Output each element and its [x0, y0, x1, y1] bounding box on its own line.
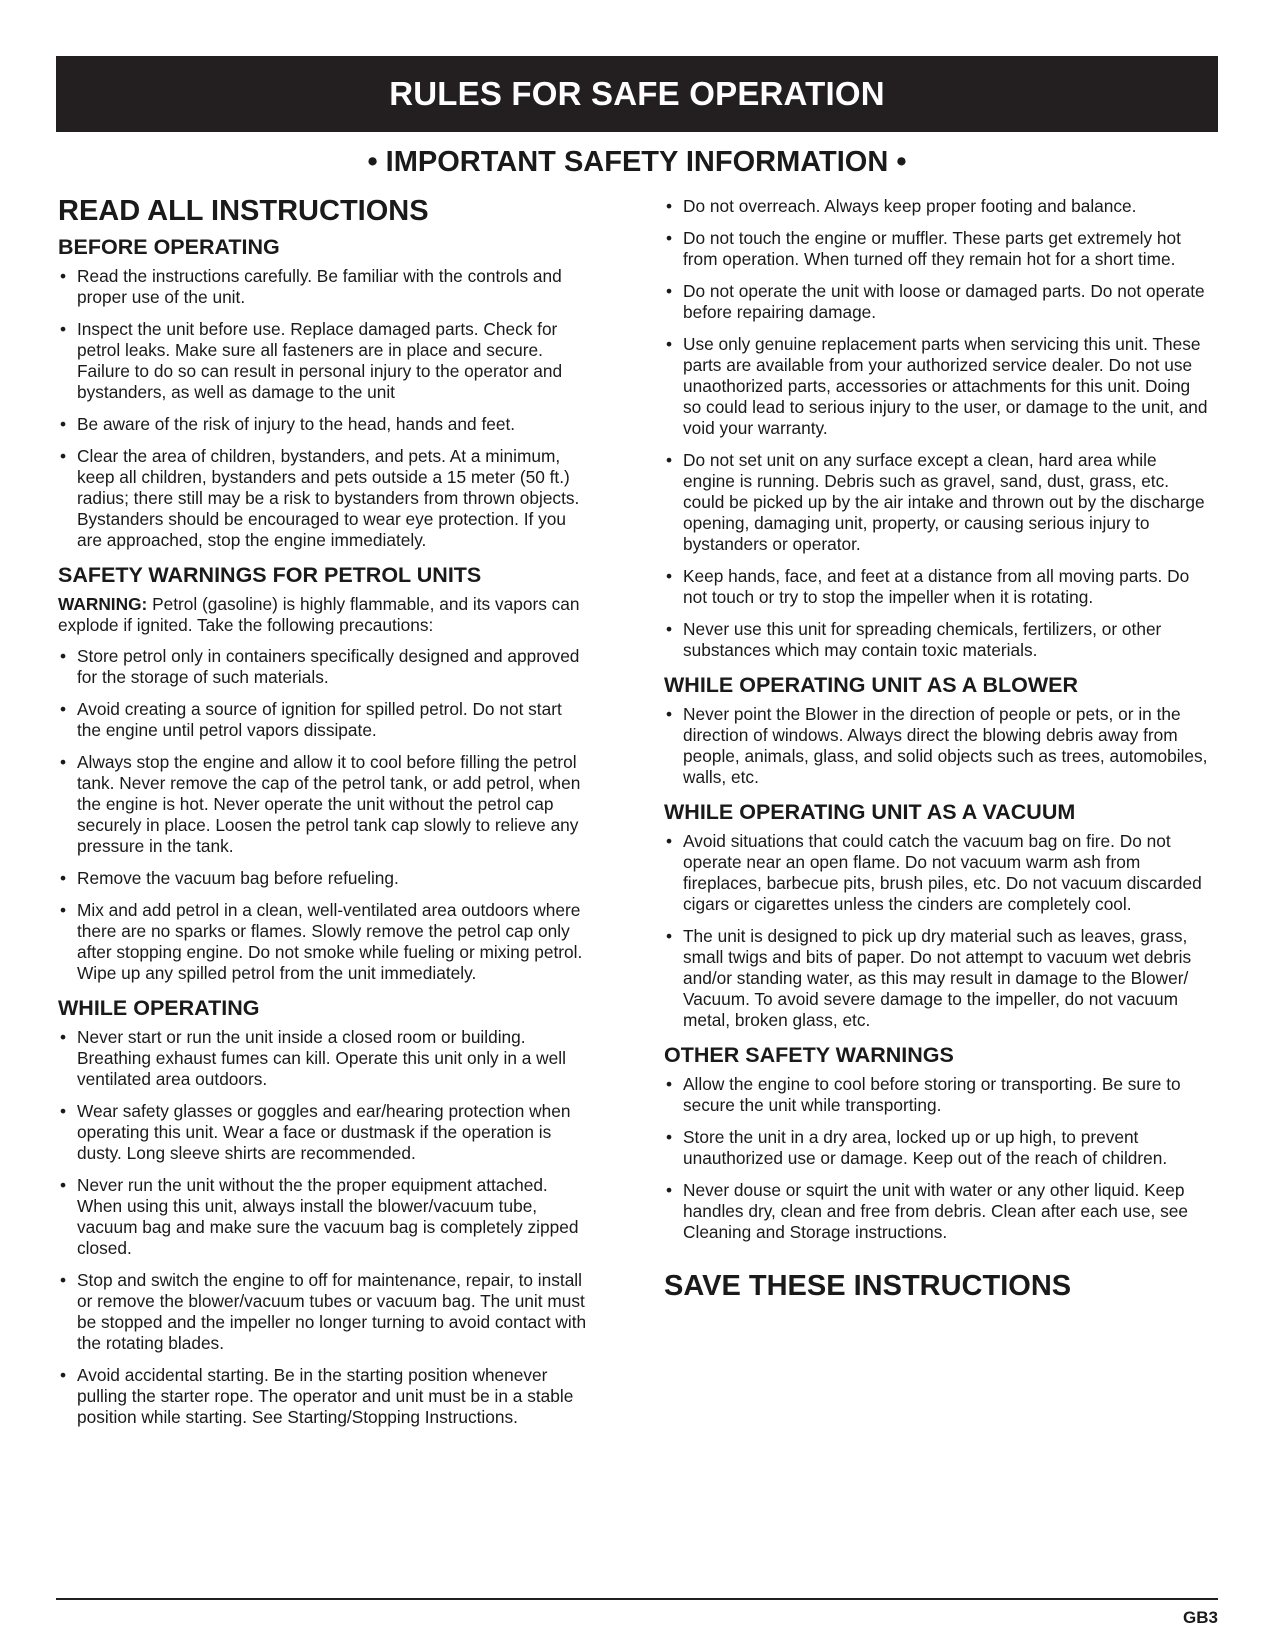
before-operating-heading: BEFORE OPERATING	[58, 235, 280, 259]
list-item	[664, 926, 1209, 1031]
list-item	[58, 1365, 588, 1428]
list-item	[58, 319, 588, 403]
list-item	[664, 1127, 1209, 1169]
other-warnings-list	[664, 1074, 1209, 1243]
bullet-icon: •	[666, 196, 673, 216]
list-item	[664, 831, 1209, 915]
list-item-text: Wear safety glasses or goggles and ear/hearing protection when operating this unit. Wear a face or dustmask if the operation is dusty. Long sleeve shirts are recommended.	[77, 1101, 571, 1163]
title-banner	[56, 56, 1218, 132]
read-all-heading: READ ALL INSTRUCTIONS	[58, 195, 429, 227]
bullet-icon: •	[666, 926, 673, 946]
list-item	[664, 281, 1209, 323]
list-item-text: Avoid creating a source of ignition for spilled petrol. Do not start the engine until petrol vapors dissipate.	[77, 699, 562, 740]
list-item	[58, 414, 588, 435]
list-item-text: Be aware of the risk of injury to the head, hands and feet.	[77, 414, 516, 434]
before-operating-list	[58, 266, 588, 551]
bullet-icon: •	[60, 868, 67, 888]
petrol-units-list	[58, 646, 588, 984]
bullet-icon: •	[60, 699, 67, 719]
list-item	[58, 1027, 588, 1090]
list-item	[664, 704, 1209, 788]
list-item	[664, 566, 1209, 608]
bullet-icon: •	[666, 334, 673, 354]
list-item-text: Never use this unit for spreading chemicals, fertilizers, or other substances which may contain toxic materials.	[683, 619, 1162, 660]
other-warnings-heading: OTHER SAFETY WARNINGS	[664, 1043, 954, 1067]
bullet-icon: •	[60, 646, 67, 666]
list-item-text: Never point the Blower in the direction of people or pets, or in the direction of windows. Always direct the blowing debris away from people, animals, glass, and solid objects such as trees, automobiles, walls, etc.	[683, 704, 1208, 787]
list-item	[58, 868, 588, 889]
list-item-text: Always stop the engine and allow it to cool before filling the petrol tank. Never remove the cap of the petrol tank, or add petrol, when the engine is hot. Never operate the unit without the petrol cap securely in place. Loosen the petrol tank cap slowly to relieve any pressure in the tank.	[77, 752, 581, 856]
right-column	[664, 196, 1209, 1303]
bullet-icon: •	[60, 752, 67, 772]
list-item	[664, 450, 1209, 555]
list-item-text: Remove the vacuum bag before refueling.	[77, 868, 399, 888]
while-operating-heading: WHILE OPERATING	[58, 996, 260, 1020]
bullet-icon: •	[60, 1175, 67, 1195]
list-item-text: Store petrol only in containers specifically designed and approved for the storage of such materials.	[77, 646, 580, 687]
page-title: RULES FOR SAFE OPERATION	[389, 75, 885, 112]
list-item	[664, 196, 1209, 217]
list-item-text: Do not touch the engine or muffler. These parts get extremely hot from operation. When turned off they remain hot for a short time.	[683, 228, 1181, 269]
list-item-text: Read the instructions carefully. Be familiar with the controls and proper use of the unit.	[77, 266, 562, 307]
blower-heading: WHILE OPERATING UNIT AS A BLOWER	[664, 673, 1079, 697]
list-item-text: Use only genuine replacement parts when servicing this unit. These parts are available from your authorized service dealer. Do not use unaothorized parts, accessories or attachments for this unit. Doing so could lead to serious injury to the user, or damage to the unit, and void your warranty.	[683, 334, 1208, 438]
list-item-text: Inspect the unit before use. Replace damaged parts. Check for petrol leaks. Make sure all fasteners are in place and secure. Failure to do so can result in personal injury to the operator and bystanders, as well as damage to the unit	[77, 319, 563, 402]
list-item	[664, 334, 1209, 439]
vacuum-heading: WHILE OPERATING UNIT AS A VACUUM	[664, 800, 1076, 824]
bullet-icon: •	[60, 414, 67, 434]
list-item-text: Never start or run the unit inside a closed room or building. Breathing exhaust fumes can kill. Operate this unit only in a well ventilated area outdoors.	[77, 1027, 566, 1089]
bullet-icon: •	[60, 900, 67, 920]
list-item	[664, 619, 1209, 661]
footer-divider	[56, 1598, 1218, 1600]
list-item-text: Clear the area of children, bystanders, and pets. At a minimum, keep all children, bystanders and pets outside a 15 meter (50 ft.) radius; there still may be a risk to bystanders from thrown objects. Bystanders should be encouraged to wear eye protection. If you are approached, stop the engine immediately.	[77, 446, 580, 550]
bullet-icon: •	[666, 1074, 673, 1094]
warning-text: Petrol (gasoline) is highly flammable, and its vapors can explode if ignited. Take the following precautions:	[58, 594, 580, 635]
list-item	[58, 752, 588, 857]
list-item-text: The unit is designed to pick up dry material such as leaves, grass, small twigs and bits of paper. Do not attempt to vacuum wet debris and/or standing water, as this may result in damage to the Blower/ Vacuum. To avoid severe damage to the impeller, do not vacuum metal, broken glass, etc.	[683, 926, 1192, 1030]
list-item-text: Do not operate the unit with loose or damaged parts. Do not operate before repairing damage.	[683, 281, 1205, 322]
subtitle: • IMPORTANT SAFETY INFORMATION •	[367, 146, 907, 178]
list-item-text: Avoid accidental starting. Be in the starting position whenever pulling the starter rope. The operator and unit must be in a stable position while starting. See Starting/Stopping Instructions.	[77, 1365, 574, 1427]
list-item-text: Stop and switch the engine to off for maintenance, repair, to install or remove the blower/vacuum tubes or vacuum bag. The unit must be stopped and the impeller no longer turning to avoid contact with the rotating blades.	[77, 1270, 587, 1353]
bullet-icon: •	[666, 1127, 673, 1147]
list-item	[664, 228, 1209, 270]
warning-label: WARNING:	[58, 594, 148, 614]
list-item-text: Allow the engine to cool before storing or transporting. Be sure to secure the unit while transporting.	[683, 1074, 1181, 1115]
list-item-text: Keep hands, face, and feet at a distance from all moving parts. Do not touch or try to stop the impeller when it is rotating.	[683, 566, 1190, 607]
bullet-icon: •	[666, 281, 673, 301]
bullet-icon: •	[60, 1027, 67, 1047]
list-item-text: Avoid situations that could catch the vacuum bag on fire. Do not operate near an open flame. Do not vacuum warm ash from fireplaces, barbecue pits, brush piles, etc. Do not vacuum discarded cigars or cigarettes unless the cinders are completely cool.	[683, 831, 1202, 914]
bullet-icon: •	[60, 1365, 67, 1385]
list-item	[58, 1101, 588, 1164]
bullet-icon: •	[60, 319, 67, 339]
bullet-icon: •	[666, 619, 673, 639]
list-item	[58, 699, 588, 741]
save-instructions-heading: SAVE THESE INSTRUCTIONS	[664, 1270, 1072, 1302]
bullet-icon: •	[666, 1180, 673, 1200]
list-item	[664, 1180, 1209, 1243]
bullet-icon: •	[60, 446, 67, 466]
list-item	[58, 900, 588, 984]
while-operating-list-right	[664, 196, 1209, 661]
blower-list	[664, 704, 1209, 788]
left-column	[58, 190, 588, 1439]
bullet-icon: •	[666, 831, 673, 851]
petrol-warning	[58, 594, 588, 636]
vacuum-list	[664, 831, 1209, 1031]
list-item	[58, 646, 588, 688]
list-item	[58, 446, 588, 551]
list-item	[58, 1175, 588, 1259]
petrol-units-heading: SAFETY WARNINGS FOR PETROL UNITS	[58, 563, 482, 587]
bullet-icon: •	[666, 704, 673, 724]
list-item-text: Never douse or squirt the unit with water or any other liquid. Keep handles dry, clean and free from debris. Clean after each use, see Cleaning and Storage instructions.	[683, 1180, 1188, 1242]
list-item-text: Store the unit in a dry area, locked up or up high, to prevent unauthorized use or damage. Keep out of the reach of children.	[683, 1127, 1168, 1168]
list-item-text: Mix and add petrol in a clean, well-ventilated area outdoors where there are no sparks or flames. Slowly remove the petrol cap only after stopping engine. Do not smoke while fueling or mixing petrol. Wipe up any spilled petrol from the unit immediately.	[77, 900, 583, 983]
bullet-icon: •	[666, 450, 673, 470]
bullet-icon: •	[60, 1270, 67, 1290]
bullet-icon: •	[666, 228, 673, 248]
page-number: GB3	[1183, 1608, 1218, 1627]
list-item-text: Never run the unit without the the proper equipment attached. When using this unit, always install the blower/vacuum tube, vacuum bag and make sure the vacuum bag is completely zipped closed.	[77, 1175, 579, 1258]
bullet-icon: •	[666, 566, 673, 586]
list-item	[58, 266, 588, 308]
list-item	[58, 1270, 588, 1354]
list-item	[664, 1074, 1209, 1116]
bullet-icon: •	[60, 266, 67, 286]
bullet-icon: •	[60, 1101, 67, 1121]
list-item-text: Do not overreach. Always keep proper footing and balance.	[683, 196, 1137, 216]
list-item-text: Do not set unit on any surface except a clean, hard area while engine is running. Debris such as gravel, sand, dust, grass, etc. could be picked up by the air intake and thrown out by the discharge opening, damaging unit, property, or causing serious injury to bystanders or operator.	[683, 450, 1205, 554]
while-operating-list-left	[58, 1027, 588, 1428]
